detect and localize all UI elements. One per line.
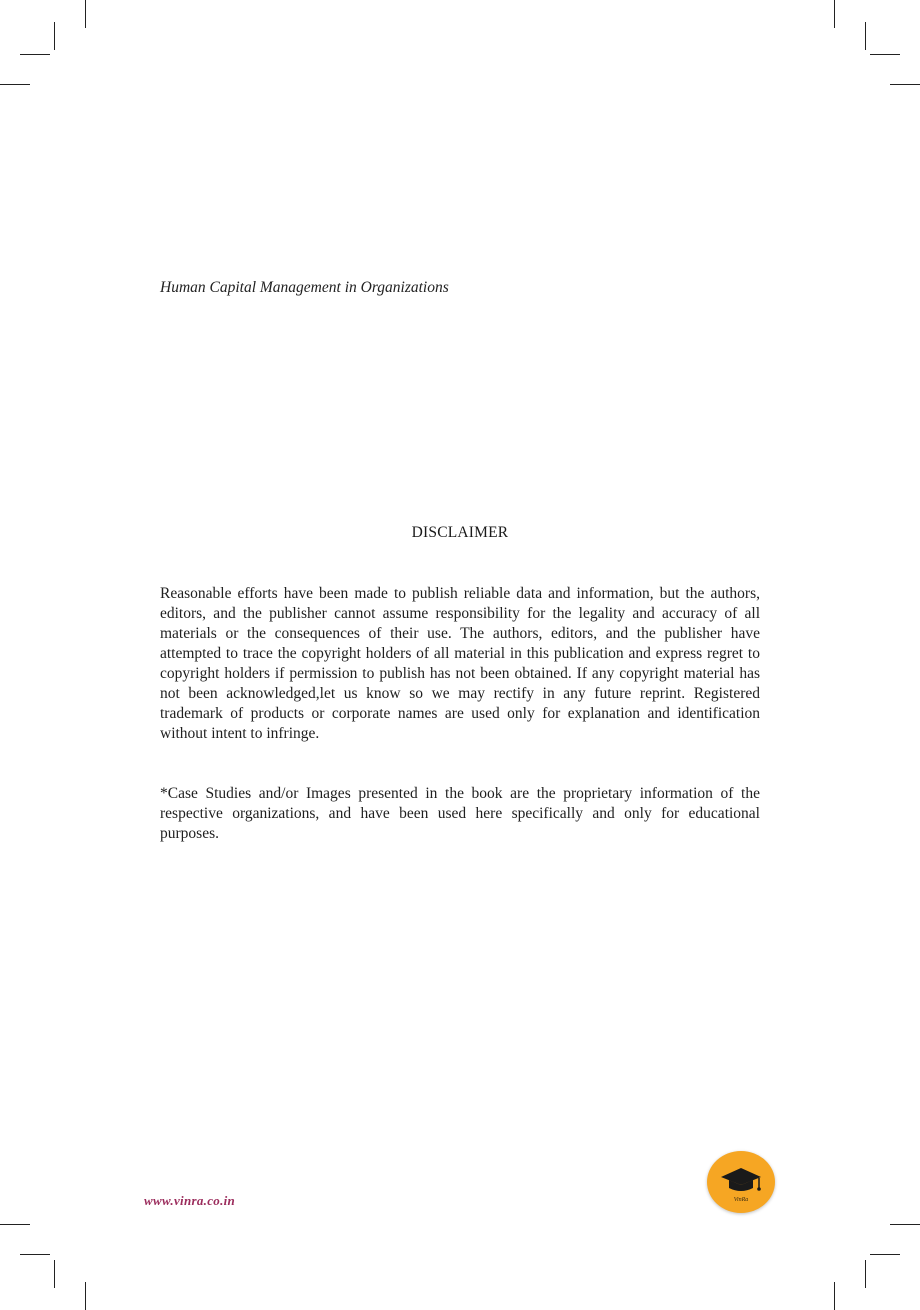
disclaimer-paragraph: Reasonable efforts have been made to publish reliable data and information, but the authors, editors, and the publisher cannot assume responsibility for the legality and accuracy of all materials or the consequences of their use. The authors, editors, and the publisher have attempted to trace the copyright holders of all material in this publication and express regret to copyright holders if permission to publish has not been obtained. If any copyright material has not been acknowledged,let us know so we may rectify in any future reprint. Registered trademark of products or corporate names are used only for explanation and identification without intent to infringe. [160,585,760,742]
crop-mark [20,1254,50,1255]
crop-mark [85,0,86,28]
crop-mark [834,0,835,28]
logo-text: VinRa [733,1197,749,1203]
crop-mark [0,1224,30,1225]
crop-mark [85,1282,86,1310]
crop-mark [870,1254,900,1255]
publisher-logo [707,1151,775,1213]
crop-mark [54,1260,55,1288]
crop-mark [0,84,30,85]
crop-mark [834,1282,835,1310]
graduation-cap-icon [707,1151,775,1213]
crop-mark [865,22,866,50]
crop-mark [865,1260,866,1288]
crop-mark [54,22,55,50]
case-studies-paragraph: *Case Studies and/or Images presented in the book are the proprietary information of the respective organizations, and have been used here specifically and only for educational purposes. [160,785,760,842]
page-heading: DISCLAIMER [411,524,509,541]
crop-mark [870,54,900,55]
crop-mark [20,54,50,55]
crop-mark [890,84,920,85]
publisher-url-link[interactable]: www.vinra.co.in [144,1193,236,1208]
crop-mark [890,1224,920,1225]
running-head: Human Capital Management in Organizations [160,279,449,296]
